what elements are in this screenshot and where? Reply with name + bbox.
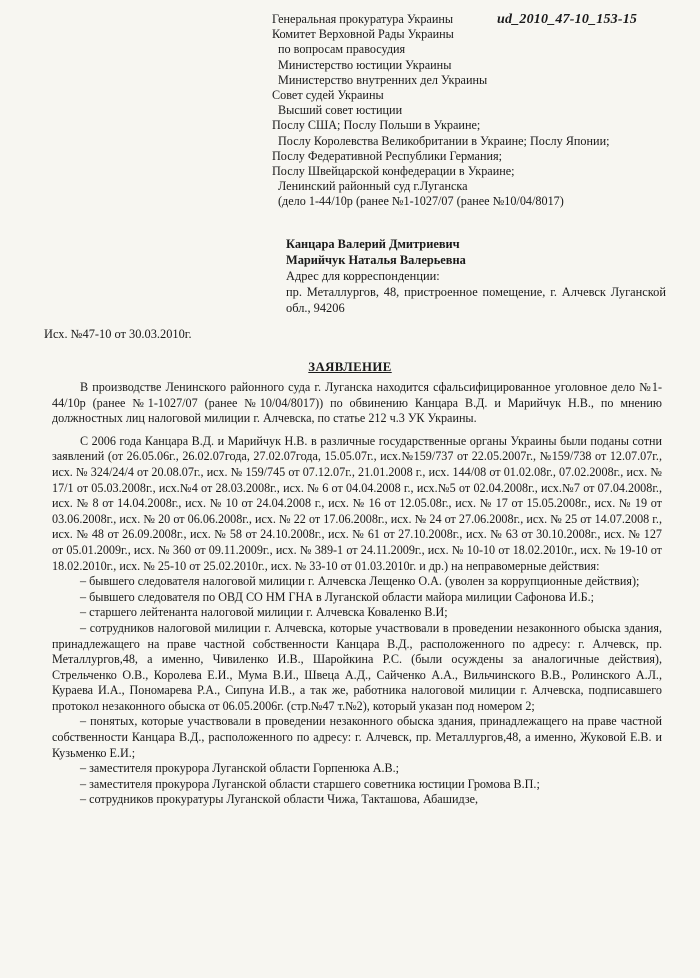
addressee: Комитет Верховной Рады Украины — [272, 27, 454, 42]
addressee: Послу США; Послу Польши в Украине; — [272, 118, 481, 133]
paragraph: С 2006 года Канцара В.Д. и Марийчук Н.В. в различные государственные органы Украины были поданы сотни заявлений (от 26.05.06г., 26.02.07года, 27.02.07года, 15.05.07г., исх.№159/737 от 22.05.2007г., №159/738 от 12.07.07г., исх. № 324/24/4 от 20.08.07г., исх. № 159/745 от 07.12.07г., 21.01.2008 г., исх. 144/08 от 01.02.08г., 07.02.2008г., исх. № 17/1 от 05.03.2008г., исх.№4 от 28.03.2008г., исх. № 6 от 04.04.2008 г., исх.№5 от 02.04.2008г., исх.№7 от 07.04.2008г., исх. № 8 от 14.04.2008г., исх. № 10 от 24.04.2008 г., исх. № 16 от 12.05.08г., исх. № 17 от 15.05.2008г., исх. № 19 от 03.06.2008г., исх. № 20 от 06.06.2008г., исх. № 22 от 17.06.2008г., исх. № 24 от 27.06.2008г., исх. № 25 от 14.07.2008 г., исх. № 48 от 26.09.2008г., исх. № 58 от 24.10.2008г., исх. № 61 от 27.10.2008г., исх. № 63 от 30.10.2008г., исх. № 127 от 05.01.2009г., исх. № 360 от 09.11.2009г., исх. № 389-1 от 24.11.2009г., исх. № 10-10 от 18.02.2010г., исх. № 19-10 от 18.02.2010г., исх. № 25-10 от 25.02.2010г., исх. № 33-10 от 01.03.2010г. и др.) на неправомерные действия: — [52, 433, 662, 573]
sender-address: пр. Металлургов, 48, пристроенное помещение, г. Алчевск Луганской обл., 94206 — [286, 285, 666, 315]
list-item: – заместителя прокурора Луганской области старшего советника юстиции Громова В.П.; — [80, 776, 540, 791]
sender-name: Канцара Валерий Дмитриевич — [286, 237, 460, 251]
address-label: Адрес для корреспонденции: — [286, 269, 440, 283]
addressee: Ленинский районный суд г.Луганска — [278, 179, 468, 194]
addressee: по вопросам правосудия — [278, 42, 406, 57]
addressee: Послу Швейцарской конфедерации в Украине; — [272, 164, 515, 179]
addressee: Генеральная прокуратура Украины — [272, 12, 454, 26]
document-title: ЗАЯВЛЕНИЕ — [308, 360, 392, 374]
outgoing-number: Исх. №47-10 от 30.03.2010г. — [44, 327, 192, 341]
sender-block — [286, 236, 666, 316]
sender-name: Марийчук Наталья Валерьевна — [286, 253, 466, 267]
addressee: Совет судей Украины — [272, 88, 384, 103]
list-item: – сотрудников прокуратуры Луганской области Чижа, Такташова, Абашидзе, — [80, 792, 479, 807]
paragraph: В производстве Ленинского районного суда г. Луганска находится сфальсифицированное уголовное дело №1-44/10р (ранее №1-1027/07 (ранее №10/04/8017)) по обвинению Канцара В.Д. и Марийчук Н.В., по мнению должностных лиц налоговой милиции г. Алчевска, по статье 212 ч.3 УК Украины. — [52, 380, 662, 426]
document-id: ud_2010_47-10_153-15 — [497, 12, 638, 27]
list-item: – сотрудников налоговой милиции г. Алчевска, которые участвовали в проведении незаконного обыска здания, принадлежащего на праве частной собственности Канцара В.Д., расположенного по адресу: г. Алчевск, пр. Металлургов,48, а именно, Чивиленко И.В., Шаройкина Р.С. (были осуждены за аналогичные действия), Стрельченко О.В., Королева Е.И., Мума В.И., Швеца А.Д., Сайченко А.А., Вильчинского В.В., Ролинского А.Л., Кураева И.А., Пономарева Р.А., Сипуна И.В., а так же, работника налоговой милиции г. Алчевска, подписавшего протокол незаконного обыска от 06.05.2006г. (стр.№47 т.№2), который указан под номером 2; — [52, 620, 662, 713]
list-item: – бывшего следователя по ОВД СО НМ ГНА в Луганской области майора милиции Сафонова И.Б.; — [80, 589, 595, 604]
addressee-list — [272, 12, 672, 210]
addressee: (дело 1-44/10р (ранее №1-1027/07 (ранее №10/04/8017) — [278, 194, 564, 209]
addressee: Послу Королевства Великобритании в Украине; Послу Японии; — [278, 133, 610, 148]
addressee: Министерство юстиции Украины — [278, 57, 452, 72]
document-body — [52, 380, 662, 808]
addressee: Послу Федеративной Республики Германия; — [272, 148, 502, 163]
addressee: Министерство внутренних дел Украины — [278, 72, 488, 87]
list-item: – заместителя прокурора Луганской области Горпенюка А.В.; — [80, 761, 400, 776]
addressee: Высший совет юстиции — [278, 103, 403, 118]
list-item: – понятых, которые участвовали в проведении незаконного обыска здания, принадлежащего на праве частной собственности Канцара В.Д., расположенного по адресу: г. Алчевск, пр. Металлургов,48, а именно, Жуковой Е.В. и Кузьменко Е.И.; — [52, 714, 662, 760]
list-item: – бывшего следователя налоговой милиции г. Алчевска Лещенко О.А. (уволен за коррупционные действия); — [80, 574, 640, 589]
list-item: – старшего лейтенанта налоговой милиции г. Алчевска Коваленко В.И; — [80, 605, 448, 620]
